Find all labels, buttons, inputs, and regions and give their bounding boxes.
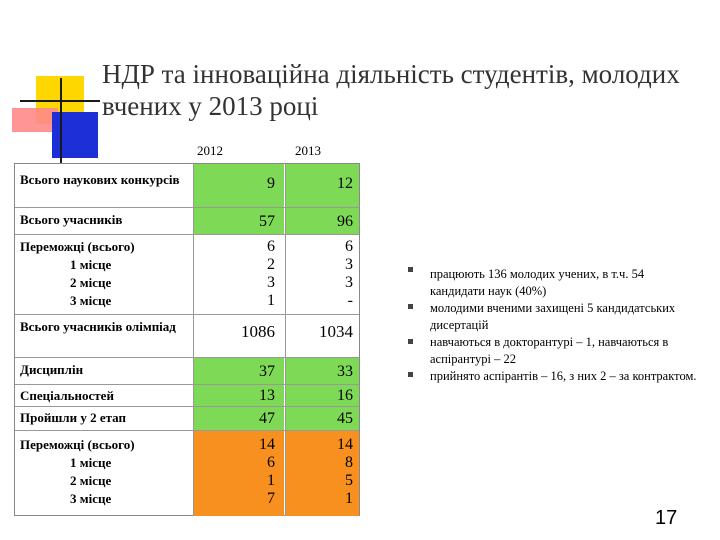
value-2013: 6 3 3 - [285, 235, 359, 315]
bullet-square-icon [408, 304, 413, 309]
table-row [15, 234, 359, 315]
value-2012: 47 [193, 407, 284, 431]
value-2013: 14 8 5 1 [285, 431, 359, 516]
value-2013: 16 [285, 385, 359, 407]
bullet-square-icon [408, 267, 413, 272]
value-2013: 33 [285, 358, 359, 385]
row-label: Пройшли у 2 етап [20, 410, 126, 425]
note-item: прийнято аспірантів – 16, з них 2 – за контрактом. [430, 369, 697, 383]
place-2-label: 2 місце [70, 275, 112, 290]
row-label [20, 436, 220, 508]
table-row [15, 406, 359, 431]
row-label: Всього учасників олімпіад [20, 319, 176, 334]
row-label: Всього наукових конкурсів [20, 172, 180, 187]
row-label: Всього учасників [20, 212, 123, 227]
table-row [15, 164, 359, 207]
place-3-label: 3 місце [70, 491, 112, 506]
bullet-square-icon [408, 339, 413, 344]
value-2012: 6 2 3 1 [193, 235, 284, 315]
table-row [15, 314, 359, 358]
row-label [20, 238, 220, 310]
table-row [15, 357, 359, 385]
value-2013: 1034 [285, 315, 359, 358]
statistics-table [14, 163, 360, 516]
logo-blue-square [52, 112, 98, 158]
row-label: Спеціальностей [20, 388, 114, 403]
note-item: навчаються в докторантурі – 1, навчаються в аспірантурі – 22 [430, 335, 669, 366]
value-2013: 96 [285, 208, 359, 235]
place-1-label: 1 місце [70, 257, 112, 272]
table-row [15, 384, 359, 407]
place-3-label: 3 місце [70, 293, 112, 308]
year-header-2013: 2013 [295, 143, 321, 158]
notes-list [430, 266, 700, 385]
value-2012: 57 [193, 208, 284, 235]
slide-title: НДР та інноваційна діяльність студентів, молодих вчених у 2013 році [102, 59, 680, 121]
row-label: Дисциплін [20, 362, 84, 377]
value-2013: 12 [285, 164, 359, 207]
winners-label: Переможці (всього) [20, 239, 135, 254]
logo-horizontal-line [20, 100, 100, 102]
value-2012: 13 [193, 385, 284, 407]
value-2012: 9 [193, 164, 284, 207]
logo-vertical-line [60, 78, 62, 164]
bullet-square-icon [408, 372, 413, 377]
winners-label: Переможці (всього) [20, 437, 135, 452]
place-2-label: 2 місце [70, 473, 112, 488]
value-2013: 45 [285, 407, 359, 431]
value-2012: 37 [193, 358, 284, 385]
note-item: працюють 136 молодих учених, в т.ч. 54 кандидати наук (40%) [430, 267, 645, 298]
place-1-label: 1 місце [70, 455, 112, 470]
value-2012: 1086 [193, 315, 284, 358]
table-row [15, 207, 359, 235]
table-row [15, 430, 359, 516]
page-number: 17 [655, 507, 678, 529]
value-2012: 14 6 1 7 [193, 431, 284, 516]
note-item: молодими вченими захищені 5 кандидатських дисертацій [430, 301, 676, 332]
year-header-2012: 2012 [197, 143, 223, 158]
